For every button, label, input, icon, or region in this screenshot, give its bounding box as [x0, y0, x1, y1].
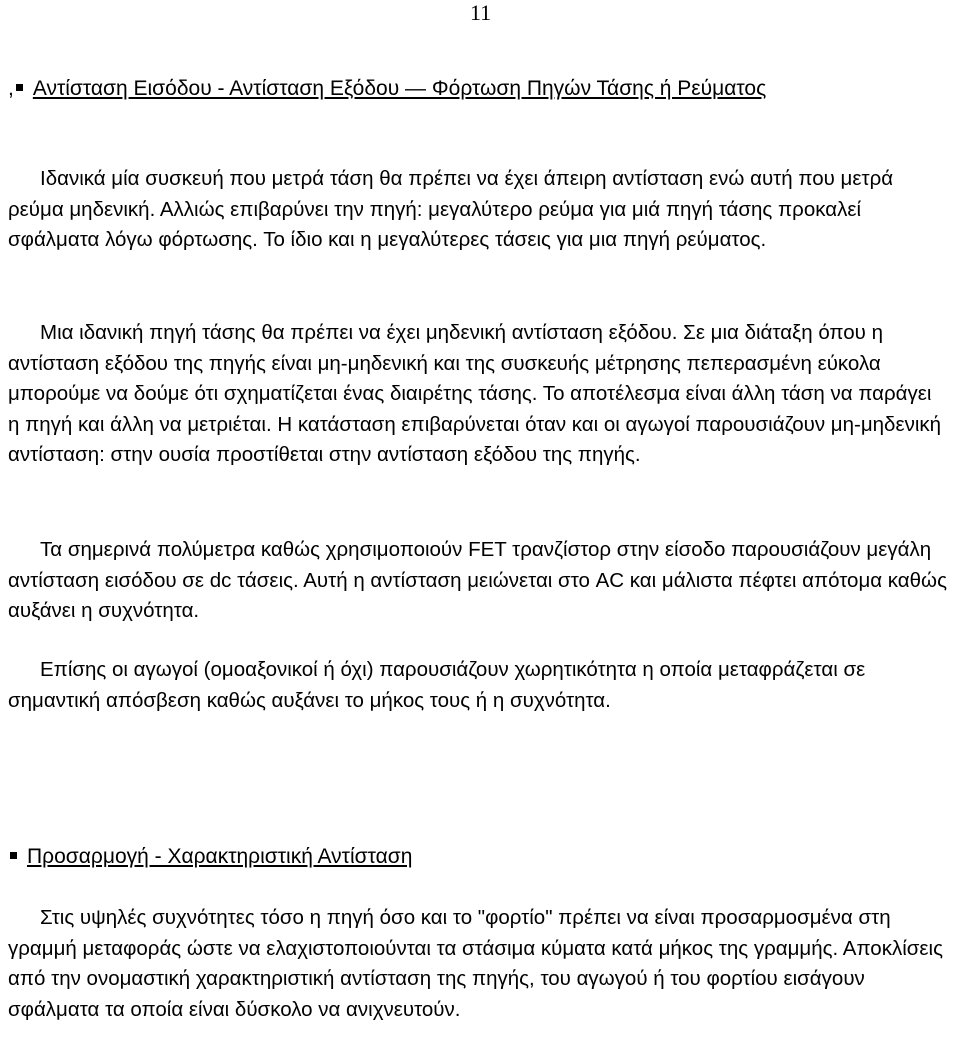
paragraph-1 [8, 164, 948, 256]
paragraph-4 [8, 655, 948, 716]
paragraph-1-text: Ιδανικά μία συσκευή που μετρά τάση θα πρέπει να έχει άπειρη αντίσταση ενώ αυτή που μετρά ρεύμα μηδενική. Αλλιώς επιβαρύνει την πηγή: μεγαλύτερο ρεύμα για μιά πηγή τάσης προκαλεί σφάλματα λόγω φόρτωσης. Το ίδιο και η μεγαλύτερες τάσεις για μια πηγή ρεύματος. [8, 167, 894, 251]
paragraph-3 [8, 535, 948, 627]
paragraph-5 [8, 903, 948, 1025]
paragraph-2 [8, 318, 948, 471]
paragraph-3-text: Τα σημερινά πολύμετρα καθώς χρησιμοποιούν FET τρανζίστορ στην είσοδο παρουσιάζουν μεγάλη αντίσταση εισόδου σε dc τάσεις. Αυτή η αντίσταση μειώνεται στο AC και μάλιστα πέφτει απότομα καθώς αυξάνει η συχνότητα. [8, 538, 947, 622]
bullet-icon [10, 852, 17, 859]
page-number: 11 [470, 0, 492, 25]
section-heading-2 [8, 842, 412, 872]
heading-title-2: Προσαρμογή - Χαρακτηριστική Αντίσταση [27, 845, 413, 868]
heading-prefix: , [8, 77, 14, 100]
paragraph-5-text: Στις υψηλές συχνότητες τόσο η πηγή όσο και το "φορτίο" πρέπει να είναι προσαρμοσμένα στη γραμμή μεταφοράς ώστε να ελαχιστοποιούνται τα στάσιμα κύματα κατά μήκος της γραμμής. Αποκλίσεις από την ονομαστική χαρακτηριστική αντίσταση της πηγής, του αγωγού ή του φορτίου εισάγουν σφάλματα τα οποία είναι δύσκολο να ανιχνευτούν. [8, 906, 943, 1021]
paragraph-4-text: Επίσης οι αγωγοί (ομοαξονικοί ή όχι) παρουσιάζουν χωρητικότητα η οποία μεταφράζεται σε σημαντική απόσβεση καθώς αυξάνει το μήκος τους ή η συχνότητα. [8, 658, 866, 712]
heading-title-1: Αντίσταση Εισόδου - Αντίσταση Εξόδου — Φόρτωση Πηγών Τάσης ή Ρεύματος [32, 77, 767, 100]
bullet-icon [16, 84, 23, 91]
paragraph-2-text: Μια ιδανική πηγή τάσης θα πρέπει να έχει μηδενική αντίσταση εξόδου. Σε μια διάταξη όπου η αντίσταση εξόδου της πηγής είναι μη-μηδενική και της συσκευής μέτρησης πεπερασμένη εύκολα μπορούμε να δούμε ότι σχηματίζεται ένας διαιρέτης τάσης. Το αποτέλεσμα είναι άλλη τάση να παράγει η πηγή και άλλη να μετριέται. Η κατάσταση επιβαρύνεται όταν και οι αγωγοί παρουσιάζουν μη-μηδενική αντίσταση: στην ουσία προστίθεται στην αντίσταση εξόδου της πηγής. [8, 321, 942, 466]
section-heading-1 [8, 74, 888, 104]
